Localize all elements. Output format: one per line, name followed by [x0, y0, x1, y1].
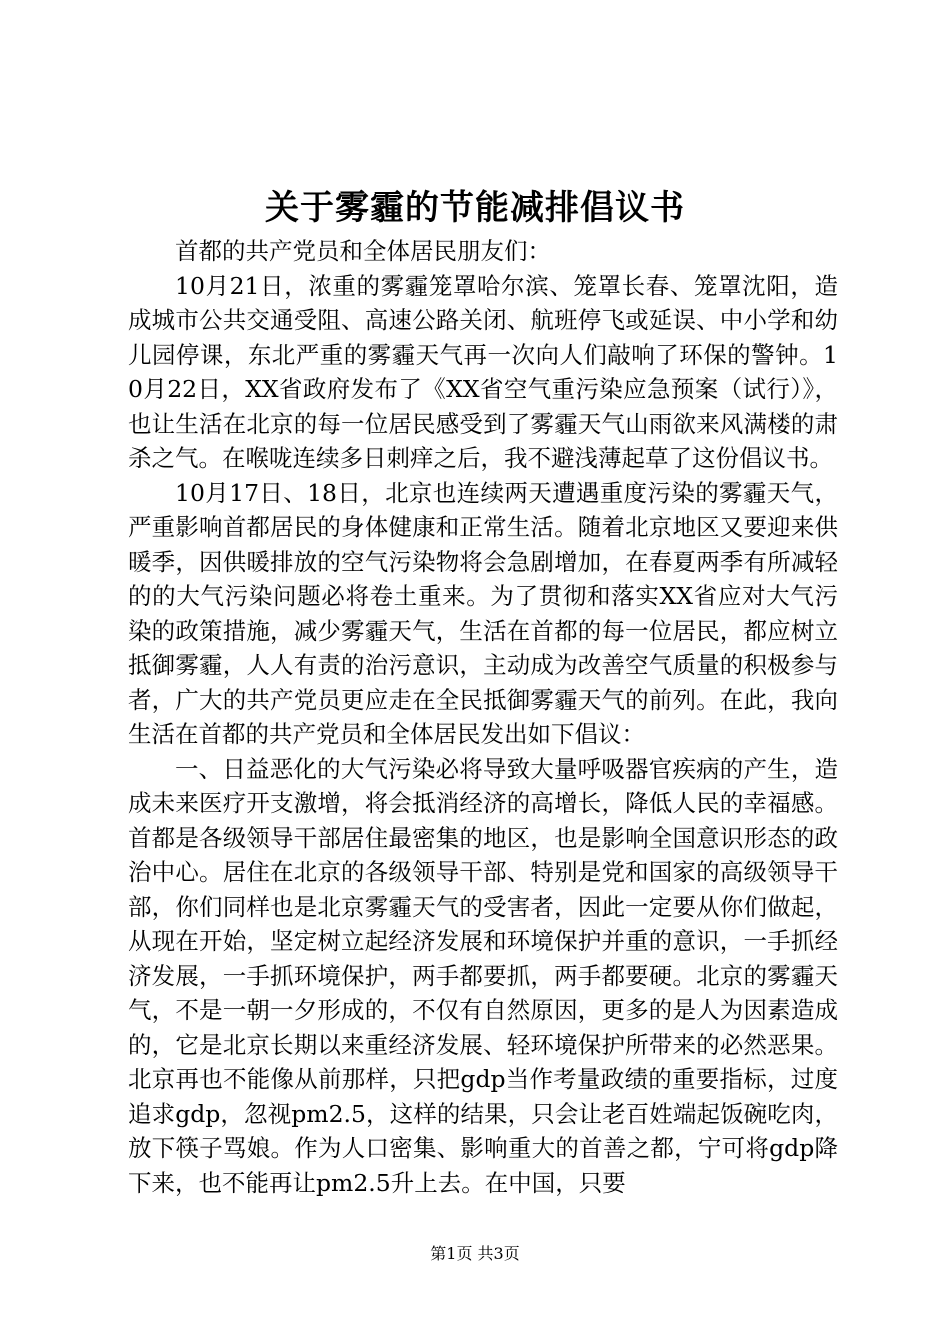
document-title: 关于雾霾的节能减排倡议书	[265, 188, 685, 228]
body-paragraph: 一、日益恶化的大气污染必将导致大量呼吸器官疾病的产生，造成未来医疗开支激增，将会抵消经济的高增长，降低人民的幸福感。首都是各级领导干部居住最密集的地区，也是影响全国意识形态的政治中心。居住在北京的各级领导干部、特别是党和国家的高级领导干部，你们同样也是北京雾霾天气的受害者，因此一定要从你们做起，从现在开始，坚定树立起经济发展和环境保护并重的意识，一手抓经济发展，一手抓环境保护，两手都要抓，两手都要硬。北京的雾霾天气，不是一朝一夕形成的，不仅有自然原因，更多的是人为因素造成的，它是北京长期以来重经济发展、轻环境保护所带来的必然恶果。北京再也不能像从前那样，只把gdp当作考量政绩的重要指标，过度追求gdp，忽视pm2.5，这样的结果，只会让老百姓端起饭碗吃肉，放下筷子骂娘。作为人口密集、影响重大的首善之都，宁可将gdp降下来，也不能再让pm2.5升上去。在中国，只要	[128, 754, 838, 1197]
body-paragraph: 10月21日，浓重的雾霾笼罩哈尔滨、笼罩长春、笼罩沈阳，造成城市公共交通受阻、高速公路关闭、航班停飞或延误、中小学和幼儿园停课，东北严重的雾霾天气再一次向人们敲响了环保的警钟。10月22日，XX省政府发布了《XX省空气重污染应急预案（试行）》，也让生活在北京的每一位居民感受到了雾霾天气山雨欲来风满楼的肃杀之气。在喉咙连续多日刺痒之后，我不避浅薄起草了这份倡议书。	[128, 271, 838, 472]
page-number-footer: 第1页 共3页	[430, 1244, 520, 1263]
salutation-paragraph: 首都的共产党员和全体居民朋友们：	[175, 237, 551, 265]
document-body	[128, 234, 838, 1200]
body-paragraph: 10月17日、18日，北京也连续两天遭遇重度污染的雾霾天气，严重影响首都居民的身体健康和正常生活。随着北京地区又要迎来供暖季，因供暖排放的空气污染物将会急剧增加，在春夏两季有所减轻的的大气污染问题必将卷土重来。为了贯彻和落实XX省应对大气污染的政策措施，减少雾霾天气，生活在首都的每一位居民，都应树立抵御雾霾，人人有责的治污意识，主动成为改善空气质量的积极参与者，广大的共产党员更应走在全民抵御雾霾天气的前列。在此，我向生活在首都的共产党员和全体居民发出如下倡议：	[128, 478, 838, 748]
